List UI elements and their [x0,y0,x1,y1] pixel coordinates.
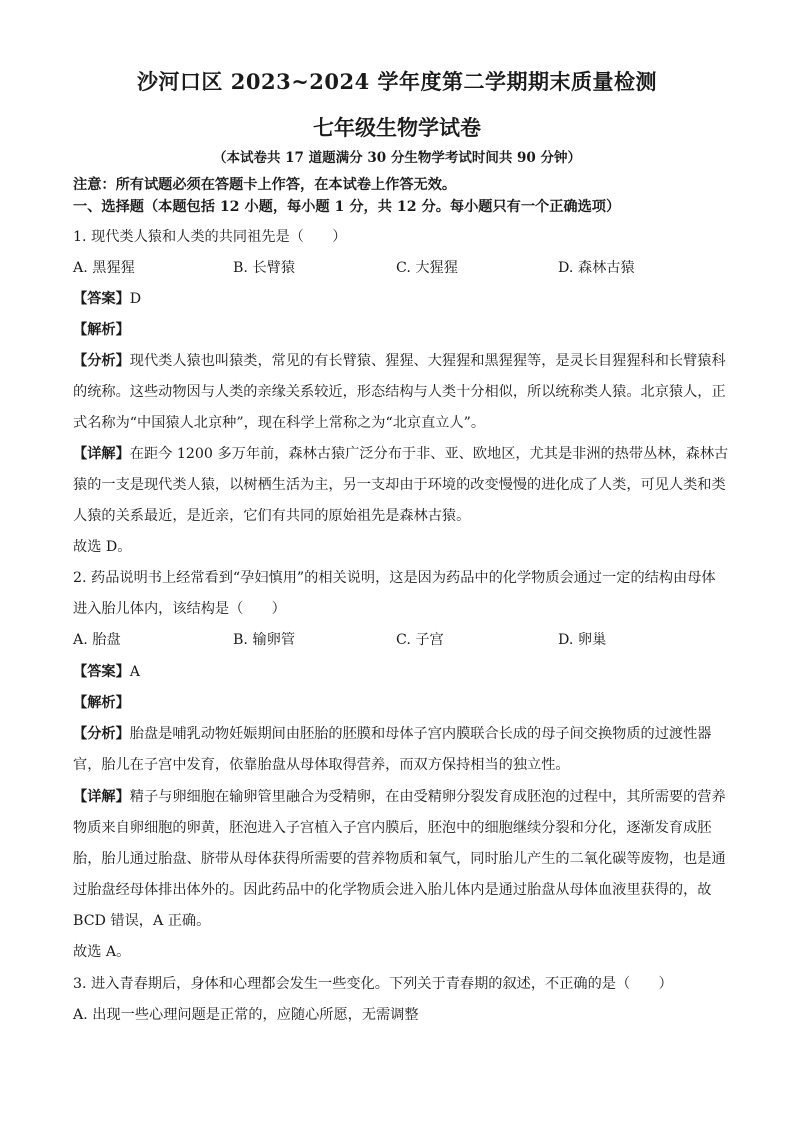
q1-fenxi-line: 式名称为“中国猿人北京种”，现在科学上常称之为“北京直立人”。 [73,415,486,431]
answer-value: A [129,664,141,680]
q1-stem: 1. 现代类人猿和人类的共同祖先是（ ） [73,229,347,245]
q1-analysis-tag: 【解析】 [73,322,130,338]
q1-fenxi-line: 【分析】现代类人猿也叫猿类，常见的有长臂猿、猩猩、大猩猩和黑猩猩等，是灵长目猩猩科和长臂猿科 [73,353,726,369]
answer-tag: 【答案】 [73,291,130,307]
q2-xiangjie-line: 过胎盘经母体排出体外的。因此药品中的化学物质会进入胎儿体内是通过胎盘从母体血液里获得的，故 [73,882,712,898]
q2-xiangjie-line: BCD 错误，A 正确。 [73,913,211,929]
q2-option-c: C. 子宫 [396,632,444,648]
section-heading: 一、选择题（本题包括 12 小题，每小题 1 分，共 12 分。每小题只有一个正确选项） [73,199,621,215]
q2-answer [73,661,140,681]
q2-option-b: B. 输卵管 [233,632,296,648]
q1-option-a: A. 黑猩猩 [73,260,135,276]
fenxi-tag: 【分析】 [73,353,130,369]
notice: 注意：所有试题必须在答题卡上作答，在本试卷上作答无效。 [73,177,457,193]
q2-stem: 2. 药品说明书上经常看到“孕妇慎用”的相关说明，这是因为药品中的化学物质会通过一定的结构由母体 [73,570,716,586]
xiangjie-tag: 【详解】 [73,446,130,462]
answer-tag: 【答案】 [73,664,130,680]
q2-conclusion: 故选 A。 [73,944,131,960]
q1-fenxi-line: 的统称。这些动物因与人类的亲缘关系较近，形态结构与人类十分相似，所以统称类人猿。北京猿人，正 [73,384,726,400]
q2-xiangjie-line: 胎，胎儿通过胎盘、脐带从母体获得所需要的营养物质和氧气，同时胎儿产生的二氧化碳等废物，也是通 [73,851,726,867]
fenxi-tag: 【分析】 [73,726,130,742]
q1-xiangjie-line: 猿的一支是现代类人猿，以树栖生活为主，另一支却由于环境的改变慢慢的进化成了人类，可见人类和类 [73,477,726,493]
q2-fenxi-line: 【分析】胎盘是哺乳动物妊娠期间由胚胎的胚膜和母体子宫内膜联合长成的母子间交换物质的过渡性器 [73,726,712,742]
exam-title: 沙河口区 2023~2024 学年度第二学期期末质量检测 [136,69,658,94]
q2-stem: 进入胎儿体内，该结构是（ ） [73,601,286,617]
q2-option-a: A. 胎盘 [73,632,121,648]
q1-option-b: B. 长臂猿 [233,260,296,276]
q2-analysis-tag: 【解析】 [73,695,130,711]
q1-conclusion: 故选 D。 [73,539,132,555]
q3-option-a: A. 出现一些心理问题是正常的，应随心所愿，无需调整 [73,1007,419,1023]
q3-stem: 3. 进入青春期后，身体和心理都会发生一些变化。下列关于青春期的叙述，不正确的是（ ） [73,976,673,992]
q1-option-c: C. 大猩猩 [396,260,458,276]
q2-xiangjie-line: 【详解】精子与卵细胞在输卵管里融合为受精卵，在由受精卵分裂发育成胚泡的过程中，其所需要的营养 [73,789,726,805]
q1-answer [73,288,141,308]
exam-info: （本试卷共 17 道题满分 30 分生物学考试时间共 90 分钟） [212,150,582,166]
q2-fenxi-line: 官，胎儿在子宫中发育，依靠胎盘从母体取得营养，而双方保持相当的独立性。 [73,757,570,773]
q1-xiangjie-line: 【详解】在距今 1200 多万年前，森林古猿广泛分布于非、亚、欧地区，尤其是非洲的热带丛林，森林古 [73,446,729,462]
xiangjie-tag: 【详解】 [73,789,130,805]
q2-xiangjie-line: 物质来自卵细胞的卵黄，胚泡进入子宫植入子宫内膜后，胚泡中的细胞继续分裂和分化，逐渐发育成胚 [73,820,712,836]
q2-option-d: D. 卵巢 [558,632,607,648]
q1-option-d: D. 森林古猿 [558,260,635,276]
exam-subtitle: 七年级生物学试卷 [313,115,481,140]
answer-value: D [129,291,142,307]
q1-xiangjie-line: 人猿的关系最近，是近亲，它们有共同的原始祖先是森林古猿。 [73,508,471,524]
